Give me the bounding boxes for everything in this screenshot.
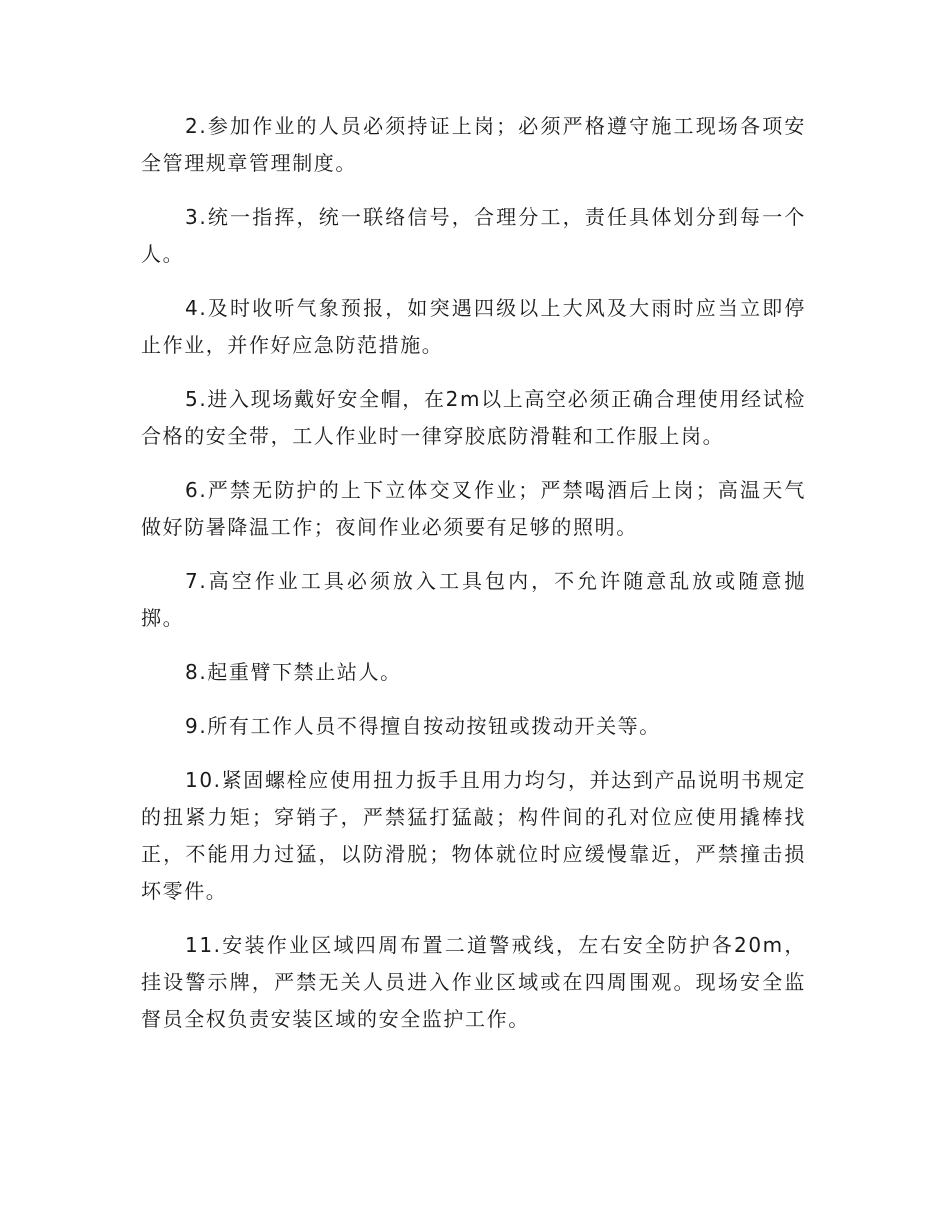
paragraph-item-6: 6.严禁无防护的上下立体交叉作业；严禁喝酒后上岗；高温天气做好防暑降温工作；夜间作业必须要有足够的照明。: [141, 478, 806, 539]
document-body: [141, 108, 806, 1055]
paragraph-item-9: 9.所有工作人员不得擅自按动按钮或拨动开关等。: [185, 714, 661, 738]
paragraph-item-5: 5.进入现场戴好安全帽，在2m以上高空必须正确合理使用经试检合格的安全带，工人作业时一律穿胶底防滑鞋和工作服上岗。: [141, 387, 806, 448]
paragraph-item-2: 2.参加作业的人员必须持证上岗；必须严格遵守施工现场各项安全管理规章管理制度。: [141, 114, 806, 175]
paragraph-item-4: 4.及时收听气象预报，如突遇四级以上大风及大雨时应当立即停止作业，并作好应急防范措施。: [141, 296, 806, 357]
paragraph-item-7: 7.高空作业工具必须放入工具包内，不允许随意乱放或随意抛掷。: [141, 569, 806, 630]
paragraph-item-10: 10.紧固螺栓应使用扭力扳手且用力均匀，并达到产品说明书规定的扭紧力矩；穿销子，严禁猛打猛敲；构件间的孔对位应使用撬棒找正，不能用力过猛，以防滑脱；物体就位时应缓慢靠近，严禁撞击损坏零件。: [141, 768, 806, 903]
paragraph-item-8: 8.起重臂下禁止站人。: [185, 660, 402, 684]
paragraph-item-11: 11.安装作业区域四周布置二道警戒线，左右安全防护各20m，挂设警示牌，严禁无关人员进入作业区域或在四周围观。现场安全监督员全权负责安装区域的安全监护工作。: [141, 933, 806, 1031]
paragraph-item-3: 3.统一指挥，统一联络信号，合理分工，责任具体划分到每一个人。: [141, 205, 806, 266]
